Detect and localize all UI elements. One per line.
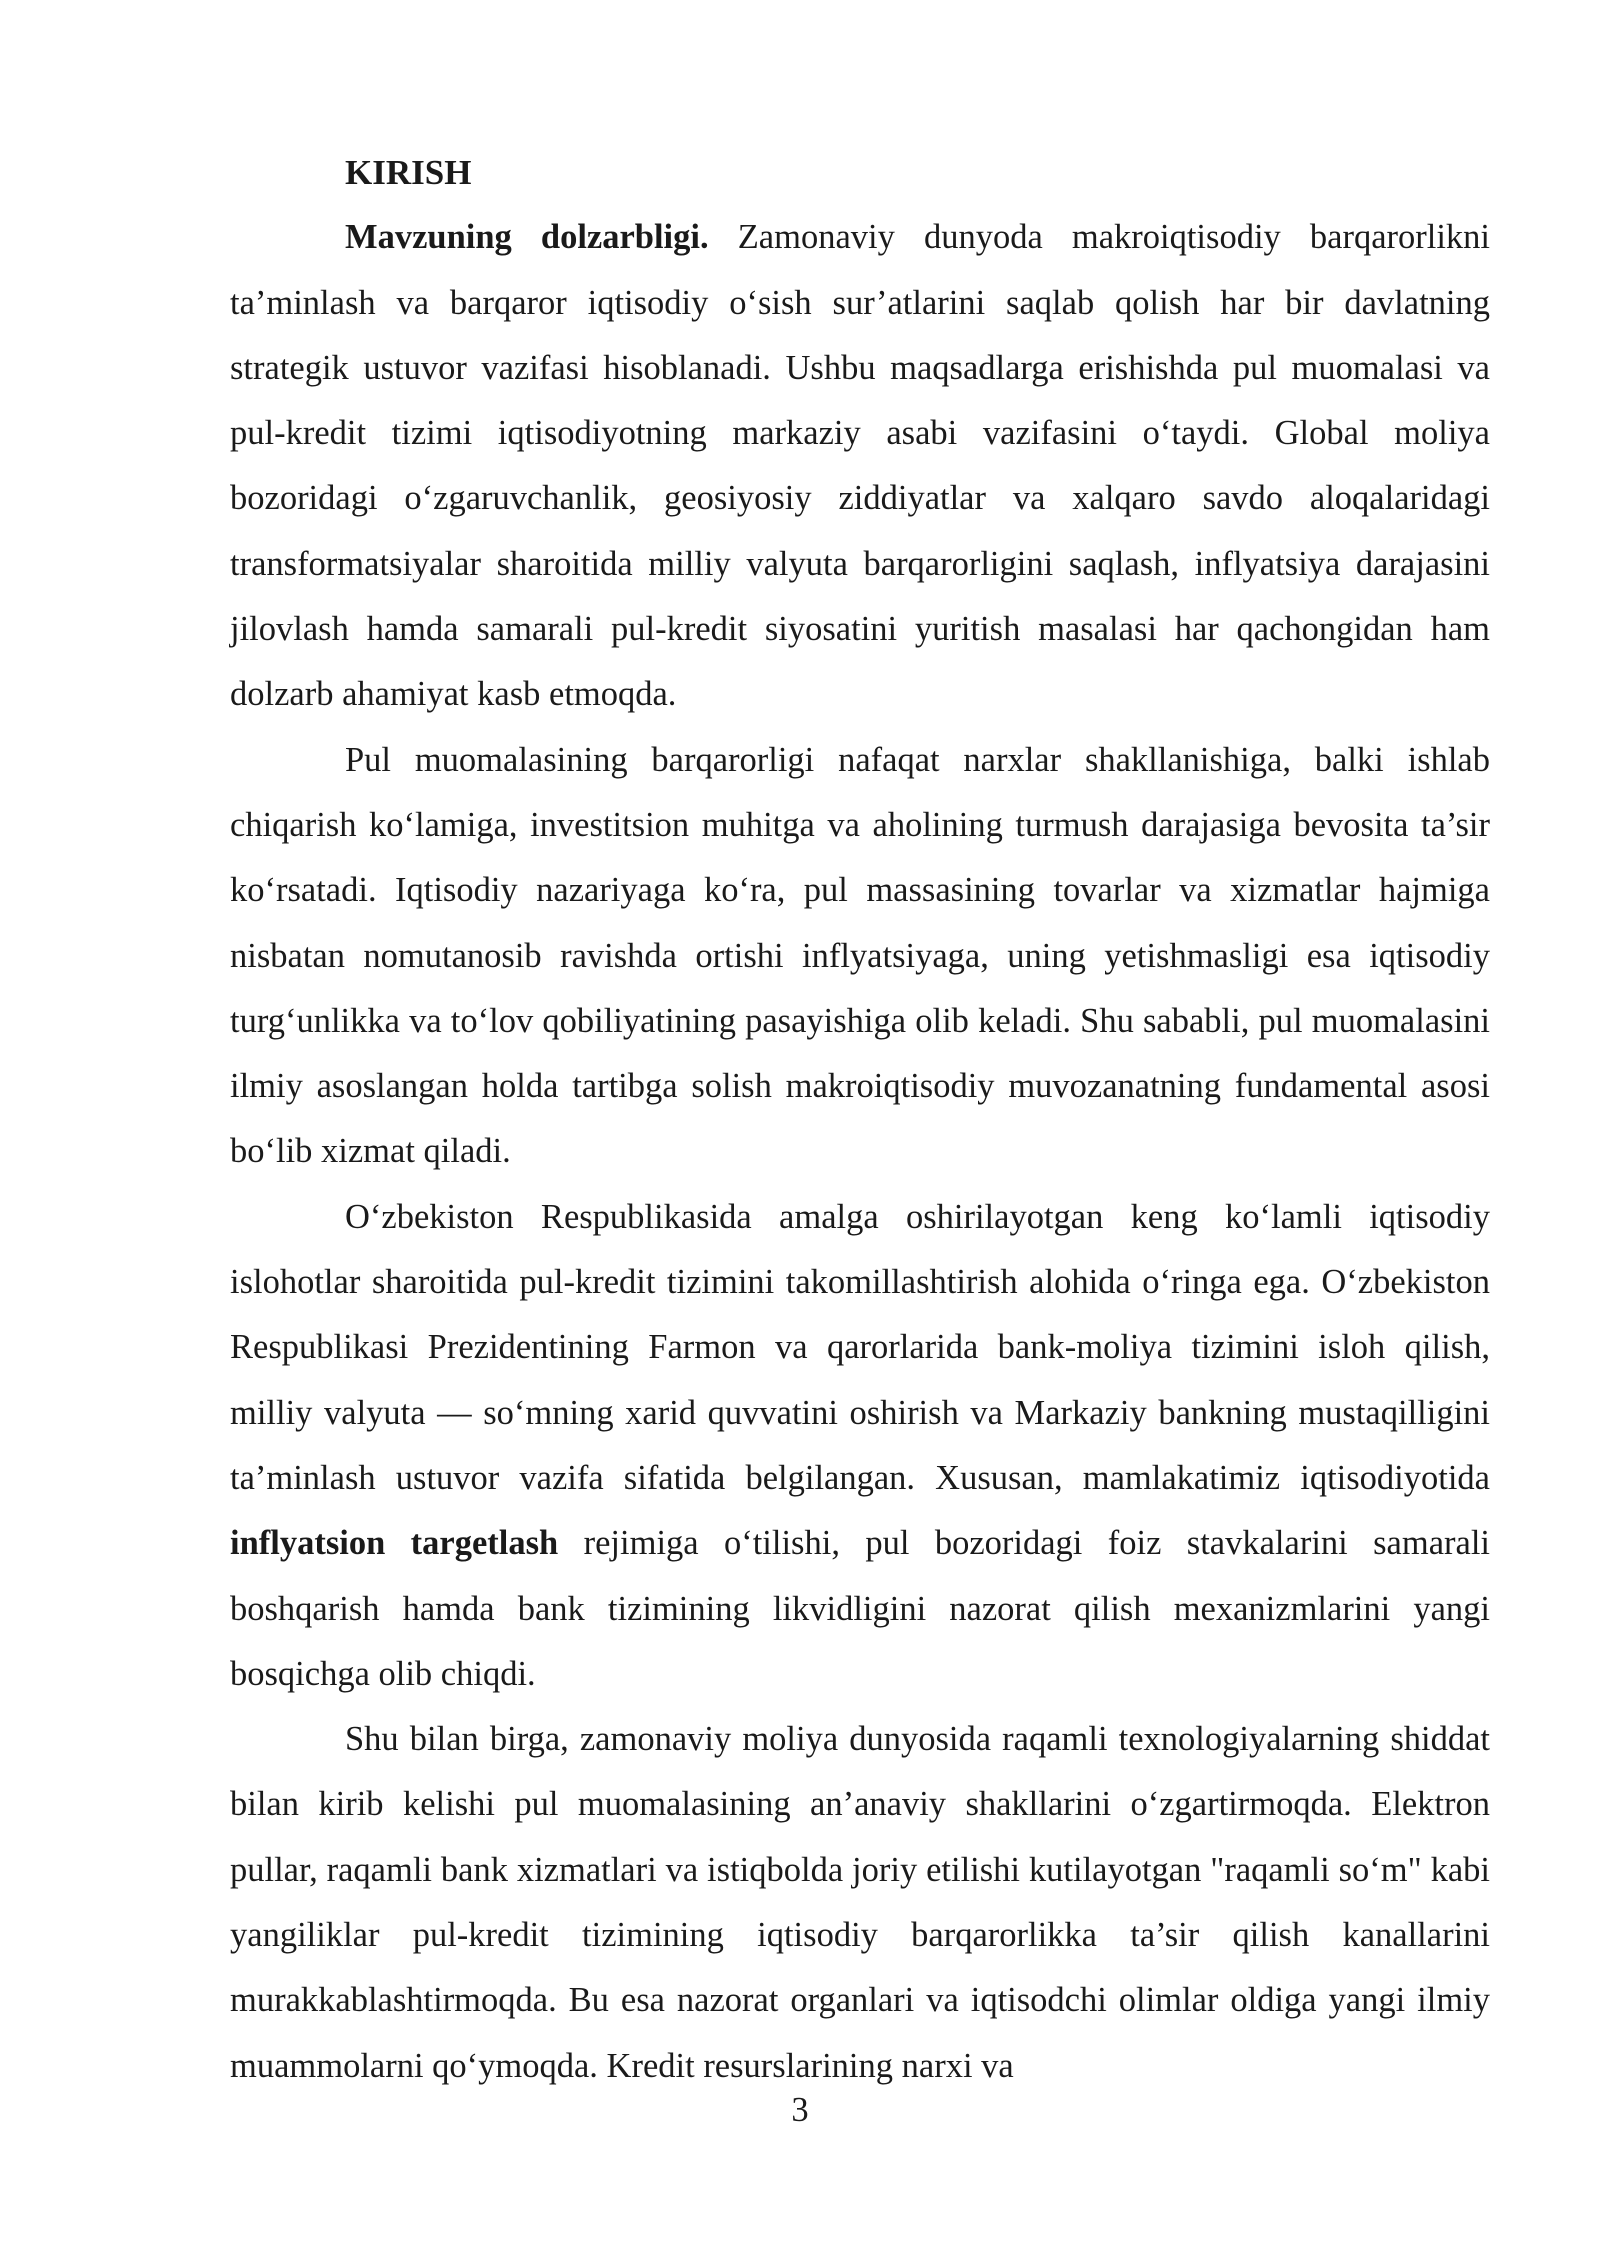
paragraph-3-text-before: O‘zbekiston Respublikasida amalga oshirilayotgan keng ko‘lamli iqtisodiy islohotlar sharoitida pul-kredit tizimini takomillashtirish alohida o‘ringa ega. O‘zbekiston Respublikasi Prezidentining Farmon va qarorlarida bank-moliya tizimini isloh qilish, milliy valyuta — so‘mning xarid quvvatini oshirish va Markaziy bankning mustaqilligini ta’minlash ustuvor vazifa sifatida belgilangan. Xususan, mamlakatimiz iqtisodiyotida [230, 1197, 1490, 1497]
paragraph-4 [230, 1707, 1490, 2099]
paragraph-4-text: Shu bilan birga, zamonaviy moliya dunyosida raqamli texnologiyalarning shiddat bilan kirib kelishi pul muomalasining an’anaviy shakllarini o‘zgartirmoqda. Elektron pullar, raqamli bank xizmatlari va istiqbolda joriy etilishi kutilayotgan "raqamli so‘m" kabi yangiliklar pul-kredit tizimining iqtisodiy barqarorlikka ta’sir qilish kanallarini murakkablashtirmoqda. Bu esa nazorat organlari va iqtisodchi olimlar oldiga yangi ilmiy muammolarni qo‘ymoqda. Kredit resurslarining narxi va [230, 1720, 1490, 2085]
paragraph-1 [230, 205, 1490, 727]
paragraph-2-text: Pul muomalasining barqarorligi nafaqat narxlar shakllanishiga, balki ishlab chiqarish ko‘lamiga, investitsion muhitga va aholining turmush darajasiga bevosita ta’sir ko‘rsatadi. Iqtisodiy nazariyaga ko‘ra, pul massasining tovarlar va xizmatlar hajmiga nisbatan nomutanosib ravishda ortishi inflyatsiyaga, uning yetishmasligi esa iqtisodiy turg‘unlikka va to‘lov qobiliyatining pasayishiga olib keladi. Shu sababli, pul muomalasini ilmiy asoslangan holda tartibga solish makroiqtisodiy muvozanatning fundamental asosi bo‘lib xizmat qiladi. [230, 740, 1490, 1171]
page-content [230, 140, 1490, 2099]
paragraph-1-lead: Mavzuning dolzarbligi. [345, 218, 709, 257]
section-heading: KIRISH [345, 153, 472, 192]
page-number: 3 [791, 2091, 809, 2129]
paragraph-3-bold-term: inflyatsion targetlash [230, 1524, 559, 1563]
paragraph-2 [230, 728, 1490, 1185]
paragraph-1-text: Zamonaviy dunyoda makroiqtisodiy barqarorlikni ta’minlash va barqaror iqtisodiy o‘sish sur’atlarini saqlab qolish har bir davlatning strategik ustuvor vazifasi hisoblanadi. Ushbu maqsadlarga erishishda pul muomalasi va pul-kredit tizimi iqtisodiyotning markaziy asabi vazifasini o‘taydi. Global moliya bozoridagi o‘zgaruvchanlik, geosiyosiy ziddiyatlar va xalqaro savdo aloqalaridagi transformatsiyalar sharoitida milliy valyuta barqarorligini saqlash, inflyatsiya darajasini jilovlash hamda samarali pul-kredit siyosatini yuritish masalasi har qachongidan ham dolzarb ahamiyat kasb etmoqda. [230, 218, 1490, 714]
paragraph-3-text-after: rejimiga o‘tilishi, pul bozoridagi foiz stavkalarini samarali boshqarish hamda bank tizimining likvidligini nazorat qilish mexanizmlarini yangi bosqichga olib chiqdi. [230, 1524, 1490, 1693]
paragraph-3 [230, 1185, 1490, 1707]
